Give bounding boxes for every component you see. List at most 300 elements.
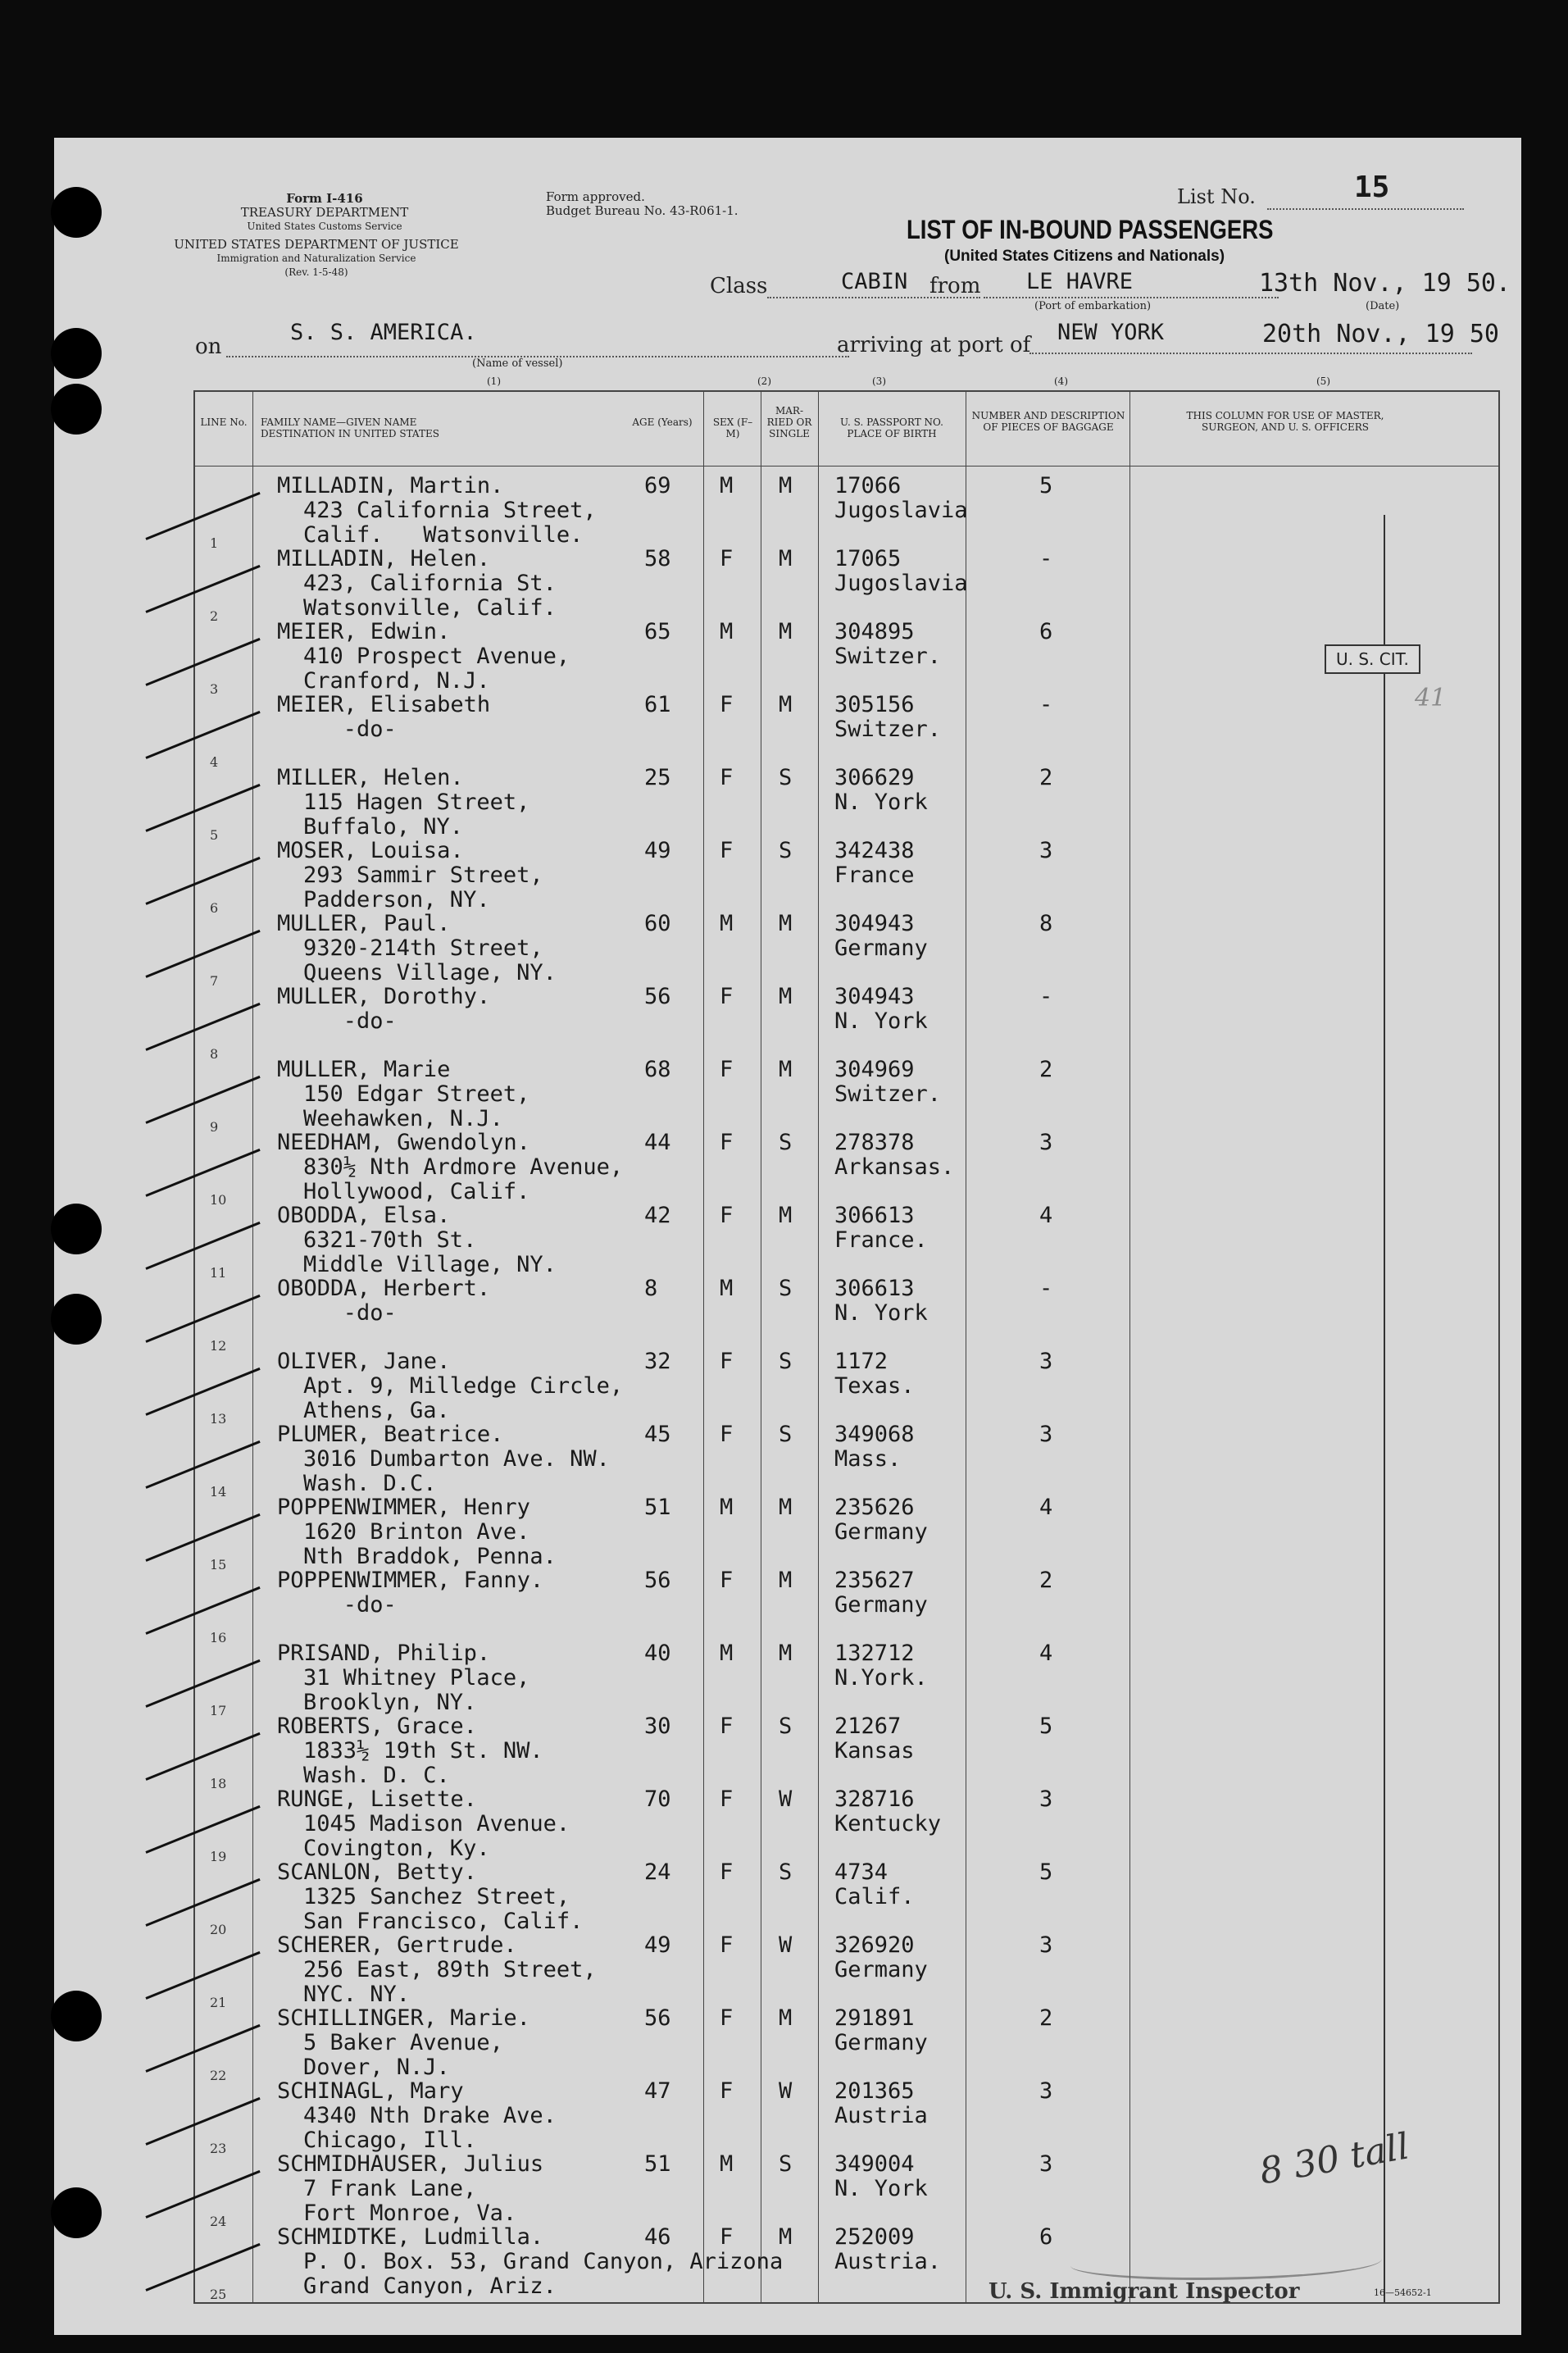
destination-line1: 3016 Dumbarton Ave. NW. bbox=[303, 1446, 610, 1472]
check-stroke bbox=[145, 1149, 260, 1197]
passport-number: 17066 bbox=[834, 473, 902, 498]
passenger-sex: F bbox=[720, 1859, 734, 1885]
passenger-name: SCHMIDTKE, Ludmilla. bbox=[277, 2224, 544, 2250]
page-title: LIST OF IN-BOUND PASSENGERS bbox=[907, 215, 1274, 244]
table-row bbox=[195, 1932, 1498, 2010]
destination-line2: Watsonville, Calif. bbox=[303, 595, 557, 621]
line-number: 22 bbox=[210, 2068, 227, 2083]
baggage-count: 3 bbox=[1039, 838, 1053, 863]
line-number: 20 bbox=[210, 1922, 227, 1937]
passport-number: 278378 bbox=[834, 1130, 915, 1155]
col-header-passport: U. S. PASSPORT NO. PLACE OF BIRTH bbox=[840, 416, 943, 439]
col-header-officers: THIS COLUMN FOR USE OF MASTER, SURGEON, AND U. S. OFFICERS bbox=[1186, 410, 1384, 433]
passenger-name: PLUMER, Beatrice. bbox=[277, 1422, 504, 1447]
passport-number: 306613 bbox=[834, 1276, 915, 1301]
passenger-sex: M bbox=[720, 1495, 734, 1520]
passport-number: 305156 bbox=[834, 692, 915, 717]
destination-line1: -do- bbox=[303, 1592, 397, 1618]
passenger-sex: F bbox=[720, 2078, 734, 2104]
passport-number: 326920 bbox=[834, 1932, 915, 1958]
passport-number: 235627 bbox=[834, 1568, 915, 1593]
place-of-birth: Mass. bbox=[834, 1446, 902, 1472]
table-row bbox=[195, 1057, 1498, 1135]
passenger-sex: F bbox=[720, 2005, 734, 2031]
place-of-birth: Switzer. bbox=[834, 644, 942, 669]
destination-line2: Cranford, N.J. bbox=[303, 668, 490, 694]
marital-status: S bbox=[779, 1130, 793, 1155]
passport-number: 304969 bbox=[834, 1057, 915, 1082]
passenger-name: SCHINAGL, Mary bbox=[277, 2078, 464, 2104]
passenger-sex: M bbox=[720, 1641, 734, 1666]
passenger-age: 8 bbox=[644, 1276, 658, 1301]
marital-status: M bbox=[779, 1568, 793, 1593]
col-header-married: MAR-RIED OR SINGLE bbox=[766, 405, 812, 439]
table-row bbox=[195, 1422, 1498, 1500]
line-number: 18 bbox=[210, 1776, 227, 1791]
table-row bbox=[195, 1276, 1498, 1354]
list-no-value: 15 bbox=[1354, 171, 1390, 204]
line-number: 10 bbox=[210, 1192, 227, 1208]
place-of-birth: France. bbox=[834, 1227, 928, 1253]
passenger-name: MULLER, Dorothy. bbox=[277, 984, 491, 1009]
manifest-page bbox=[54, 138, 1521, 2335]
passenger-age: 70 bbox=[644, 1786, 671, 1812]
us-citizen-stamp: U. S. CIT. bbox=[1325, 644, 1420, 674]
handwritten-count: 41 bbox=[1415, 684, 1447, 712]
table-row bbox=[195, 1714, 1498, 1791]
line-number: 24 bbox=[210, 2214, 227, 2229]
destination-line2: Nth Braddok, Penna. bbox=[303, 1544, 557, 1569]
passport-number: 304943 bbox=[834, 984, 915, 1009]
passenger-name: NEEDHAM, Gwendolyn. bbox=[277, 1130, 530, 1155]
passenger-age: 42 bbox=[644, 1203, 671, 1228]
place-of-birth: Germany bbox=[834, 1519, 928, 1545]
destination-line1: 1620 Brinton Ave. bbox=[303, 1519, 530, 1545]
passenger-age: 49 bbox=[644, 838, 671, 863]
table-row bbox=[195, 1641, 1498, 1718]
place-of-birth: Calif. bbox=[834, 1884, 915, 1909]
passport-number: 304943 bbox=[834, 911, 915, 936]
baggage-count: 2 bbox=[1039, 765, 1053, 790]
passenger-age: 68 bbox=[644, 1057, 671, 1082]
passport-number: 349068 bbox=[834, 1422, 915, 1447]
marital-status: M bbox=[779, 2224, 793, 2250]
baggage-count: 3 bbox=[1039, 1349, 1053, 1374]
destination-line1: 1325 Sanchez Street, bbox=[303, 1884, 570, 1909]
customs-service: United States Customs Service bbox=[247, 221, 402, 232]
check-stroke bbox=[145, 784, 260, 832]
from-label: from bbox=[929, 274, 981, 298]
table-row bbox=[195, 984, 1498, 1062]
place-of-birth: Germany bbox=[834, 2030, 928, 2055]
col-number: (2) bbox=[757, 375, 771, 387]
form-approval bbox=[546, 190, 792, 218]
passport-number: 306629 bbox=[834, 765, 915, 790]
passenger-age: 60 bbox=[644, 911, 671, 936]
line-number: 19 bbox=[210, 1849, 227, 1864]
line-number: 5 bbox=[210, 827, 219, 843]
line-number: 2 bbox=[210, 608, 219, 624]
passenger-name: MULLER, Paul. bbox=[277, 911, 451, 936]
vessel-caption: (Name of vessel) bbox=[472, 357, 563, 370]
baggage-count: 3 bbox=[1039, 2078, 1053, 2104]
destination-line2: Queens Village, NY. bbox=[303, 960, 557, 985]
col-header-name: FAMILY NAME—GIVEN NAME DESTINATION IN UNITED STATES bbox=[261, 416, 439, 439]
line-number: 11 bbox=[210, 1265, 227, 1281]
header-divider bbox=[195, 466, 1498, 467]
check-stroke bbox=[145, 1222, 260, 1270]
passenger-name: MEIER, Edwin. bbox=[277, 619, 451, 644]
destination-line1: 1045 Madison Avenue. bbox=[303, 1811, 570, 1836]
place-of-birth: N. York bbox=[834, 1300, 928, 1326]
baggage-count: 4 bbox=[1039, 1641, 1053, 1666]
marital-status: M bbox=[779, 473, 793, 498]
passport-number: 21267 bbox=[834, 1714, 902, 1739]
passport-number: 349004 bbox=[834, 2151, 915, 2177]
destination-line1: 423, California St. bbox=[303, 571, 557, 596]
passenger-age: 44 bbox=[644, 1130, 671, 1155]
inspector-label: U. S. Immigrant Inspector bbox=[989, 2279, 1300, 2304]
arrival-port: NEW YORK bbox=[1057, 320, 1165, 345]
passenger-table bbox=[193, 390, 1500, 2304]
passenger-sex: F bbox=[720, 1786, 734, 1812]
line-number: 6 bbox=[210, 900, 219, 916]
passenger-age: 51 bbox=[644, 2151, 671, 2177]
passenger-sex: F bbox=[720, 1130, 734, 1155]
check-stroke bbox=[145, 1732, 260, 1781]
check-stroke bbox=[145, 2097, 260, 2146]
line-number: 12 bbox=[210, 1338, 227, 1354]
binder-hole bbox=[51, 2187, 102, 2238]
passenger-age: 56 bbox=[644, 2005, 671, 2031]
passenger-age: 30 bbox=[644, 1714, 671, 1739]
passport-number: 4734 bbox=[834, 1859, 889, 1885]
passenger-age: 56 bbox=[644, 1568, 671, 1593]
col-number: (3) bbox=[872, 375, 886, 387]
passenger-sex: M bbox=[720, 1276, 734, 1301]
destination-line1: P. O. Box. 53, Grand Canyon, Arizona bbox=[303, 2249, 784, 2274]
place-of-birth: Austria. bbox=[834, 2249, 942, 2274]
passenger-age: 61 bbox=[644, 692, 671, 717]
table-row bbox=[195, 692, 1498, 770]
on-label: on bbox=[195, 335, 222, 359]
destination-line2: Fort Monroe, Va. bbox=[303, 2201, 517, 2226]
baggage-count: 2 bbox=[1039, 1057, 1053, 1082]
destination-line1: Apt. 9, Milledge Circle, bbox=[303, 1373, 624, 1399]
passport-number: 17065 bbox=[834, 546, 902, 571]
line-number: 4 bbox=[210, 754, 219, 770]
passport-number: 306613 bbox=[834, 1203, 915, 1228]
col-number: (4) bbox=[1054, 375, 1068, 387]
passenger-sex: F bbox=[720, 1349, 734, 1374]
port-embark: LE HAVRE bbox=[1026, 269, 1134, 294]
passenger-sex: F bbox=[720, 1422, 734, 1447]
table-row bbox=[195, 1495, 1498, 1572]
passenger-sex: F bbox=[720, 1932, 734, 1958]
marital-status: S bbox=[779, 765, 793, 790]
table-row bbox=[195, 473, 1498, 551]
passenger-age: 56 bbox=[644, 984, 671, 1009]
marital-status: S bbox=[779, 1349, 793, 1374]
passenger-name: OBODDA, Elsa. bbox=[277, 1203, 451, 1228]
place-of-birth: Texas. bbox=[834, 1373, 915, 1399]
destination-line1: 4340 Nth Drake Ave. bbox=[303, 2103, 557, 2128]
page-subtitle: (United States Citizens and Nationals) bbox=[944, 248, 1225, 265]
line-number: 15 bbox=[210, 1557, 227, 1572]
destination-line2: Hollywood, Calif. bbox=[303, 1179, 530, 1204]
passenger-sex: F bbox=[720, 2224, 734, 2250]
passenger-age: 65 bbox=[644, 619, 671, 644]
check-stroke bbox=[145, 1659, 260, 1708]
passenger-name: ROBERTS, Grace. bbox=[277, 1714, 477, 1739]
passenger-age: 58 bbox=[644, 546, 671, 571]
table-row bbox=[195, 838, 1498, 916]
place-of-birth: Kentucky bbox=[834, 1811, 942, 1836]
marital-status: M bbox=[779, 2005, 793, 2031]
form-approved: Form approved. bbox=[546, 189, 645, 204]
table-row bbox=[195, 619, 1498, 697]
passenger-sex: F bbox=[720, 765, 734, 790]
passenger-age: 69 bbox=[644, 473, 671, 498]
place-of-birth: Arkansas. bbox=[834, 1154, 955, 1180]
check-stroke bbox=[145, 1076, 260, 1124]
destination-line1: -do- bbox=[303, 1300, 397, 1326]
date-caption: (Date) bbox=[1366, 300, 1400, 312]
marital-status: M bbox=[779, 1495, 793, 1520]
table-row bbox=[195, 1786, 1498, 1864]
check-stroke bbox=[145, 1003, 260, 1051]
place-of-birth: Austria bbox=[834, 2103, 928, 2128]
line-number: 23 bbox=[210, 2141, 227, 2156]
table-row bbox=[195, 911, 1498, 989]
baggage-count: - bbox=[1039, 984, 1053, 1009]
binder-hole bbox=[51, 384, 102, 435]
line-number: 13 bbox=[210, 1411, 227, 1427]
passenger-sex: F bbox=[720, 838, 734, 863]
check-stroke bbox=[145, 1513, 260, 1562]
destination-line1: 293 Sammir Street, bbox=[303, 862, 543, 888]
check-stroke bbox=[145, 1440, 260, 1489]
passenger-age: 32 bbox=[644, 1349, 671, 1374]
line-number: 21 bbox=[210, 1995, 227, 2010]
destination-line2: Grand Canyon, Ariz. bbox=[303, 2273, 557, 2299]
passenger-name: MOSER, Louisa. bbox=[277, 838, 464, 863]
passenger-name: MULLER, Marie bbox=[277, 1057, 451, 1082]
marital-status: W bbox=[779, 1932, 793, 1958]
check-stroke bbox=[145, 930, 260, 978]
destination-line1: 5 Baker Avenue, bbox=[303, 2030, 503, 2055]
marital-status: S bbox=[779, 1859, 793, 1885]
destination-line1: 150 Edgar Street, bbox=[303, 1081, 530, 1107]
form-number: Form I-416 bbox=[286, 191, 363, 206]
binder-hole bbox=[51, 187, 102, 238]
port-embark-line bbox=[984, 297, 1279, 298]
passenger-sex: F bbox=[720, 692, 734, 717]
destination-line2: Weehawken, N.J. bbox=[303, 1106, 503, 1131]
place-of-birth: N. York bbox=[834, 790, 928, 815]
baggage-count: 4 bbox=[1039, 1495, 1053, 1520]
marital-status: S bbox=[779, 1422, 793, 1447]
table-row bbox=[195, 765, 1498, 843]
destination-line1: 423 California Street, bbox=[303, 498, 597, 523]
departure-date: 13th Nov., 19 50. bbox=[1259, 269, 1511, 298]
marital-status: M bbox=[779, 1641, 793, 1666]
passport-number: 201365 bbox=[834, 2078, 915, 2104]
passenger-name: OBODDA, Herbert. bbox=[277, 1276, 491, 1301]
baggage-count: - bbox=[1039, 546, 1053, 571]
passport-number: 235626 bbox=[834, 1495, 915, 1520]
binder-hole bbox=[51, 1294, 102, 1345]
destination-line2: Padderson, NY. bbox=[303, 887, 490, 913]
check-stroke bbox=[145, 492, 260, 540]
passenger-age: 40 bbox=[644, 1641, 671, 1666]
passenger-name: POPPENWIMMER, Fanny. bbox=[277, 1568, 544, 1593]
budget-bureau: Budget Bureau No. 43-R061-1. bbox=[546, 203, 739, 218]
arrival-date: 20th Nov., 19 50 bbox=[1262, 320, 1499, 348]
passenger-age: 46 bbox=[644, 2224, 671, 2250]
check-stroke bbox=[145, 1951, 260, 2000]
check-stroke bbox=[145, 857, 260, 905]
destination-line1: 6321-70th St. bbox=[303, 1227, 477, 1253]
place-of-birth: Jugoslavia bbox=[834, 571, 968, 596]
line-number: 14 bbox=[210, 1484, 227, 1500]
passenger-sex: F bbox=[720, 1714, 734, 1739]
class-label: Class bbox=[710, 274, 768, 298]
destination-line2: Athens, Ga. bbox=[303, 1398, 450, 1423]
list-no-label: List No. bbox=[1177, 185, 1256, 208]
marital-status: M bbox=[779, 546, 793, 571]
destination-line1: -do- bbox=[303, 1008, 397, 1034]
col-header-baggage: NUMBER AND DESCRIPTION OF PIECES OF BAGGAGE bbox=[971, 410, 1125, 433]
passenger-age: 25 bbox=[644, 765, 671, 790]
check-stroke bbox=[145, 1586, 260, 1635]
passenger-age: 49 bbox=[644, 1932, 671, 1958]
passenger-age: 47 bbox=[644, 2078, 671, 2104]
check-stroke bbox=[145, 2170, 260, 2219]
arriving-label: arriving at port of bbox=[837, 333, 1031, 357]
passenger-sex: M bbox=[720, 2151, 734, 2177]
passenger-name: MILLADIN, Martin. bbox=[277, 473, 504, 498]
table-row bbox=[195, 1203, 1498, 1281]
baggage-count: 2 bbox=[1039, 1568, 1053, 1593]
destination-line2: San Francisco, Calif. bbox=[303, 1909, 584, 1934]
table-row bbox=[195, 546, 1498, 624]
destination-line1: 31 Whitney Place, bbox=[303, 1665, 530, 1691]
passenger-name: MILLER, Helen. bbox=[277, 765, 464, 790]
passenger-age: 45 bbox=[644, 1422, 671, 1447]
baggage-count: 3 bbox=[1039, 1422, 1053, 1447]
passenger-sex: F bbox=[720, 1057, 734, 1082]
justice-dept: UNITED STATES DEPARTMENT OF JUSTICE bbox=[174, 237, 459, 252]
passenger-name: SCHILLINGER, Marie. bbox=[277, 2005, 530, 2031]
marital-status: S bbox=[779, 838, 793, 863]
destination-line2: Middle Village, NY. bbox=[303, 1252, 557, 1277]
table-row bbox=[195, 2005, 1498, 2083]
passport-number: 342438 bbox=[834, 838, 915, 863]
place-of-birth: Germany bbox=[834, 1592, 928, 1618]
binder-hole bbox=[51, 1991, 102, 2041]
vessel-name: S. S. AMERICA. bbox=[290, 320, 477, 345]
line-number: 1 bbox=[210, 535, 219, 551]
passenger-sex: M bbox=[720, 911, 734, 936]
destination-line1: 256 East, 89th Street, bbox=[303, 1957, 597, 1982]
marital-status: S bbox=[779, 2151, 793, 2177]
destination-line1: 9320-214th Street, bbox=[303, 935, 543, 961]
passenger-sex: M bbox=[720, 473, 734, 498]
place-of-birth: Switzer. bbox=[834, 717, 942, 742]
baggage-count: - bbox=[1039, 692, 1053, 717]
destination-line2: Dover, N.J. bbox=[303, 2055, 450, 2080]
passenger-name: SCHERER, Gertrude. bbox=[277, 1932, 517, 1958]
passport-number: 291891 bbox=[834, 2005, 915, 2031]
baggage-count: - bbox=[1039, 1276, 1053, 1301]
treasury-dept: TREASURY DEPARTMENT bbox=[240, 205, 409, 220]
passport-number: 304895 bbox=[834, 619, 915, 644]
place-of-birth: Jugoslavia bbox=[834, 498, 968, 523]
passenger-sex: F bbox=[720, 984, 734, 1009]
baggage-count: 6 bbox=[1039, 2224, 1053, 2250]
place-of-birth: Switzer. bbox=[834, 1081, 942, 1107]
passenger-name: RUNGE, Lisette. bbox=[277, 1786, 477, 1812]
baggage-count: 2 bbox=[1039, 2005, 1053, 2031]
destination-line2: Calif. Watsonville. bbox=[303, 522, 584, 548]
passenger-name: PRISAND, Philip. bbox=[277, 1641, 491, 1666]
baggage-count: 6 bbox=[1039, 619, 1053, 644]
place-of-birth: Germany bbox=[834, 1957, 928, 1982]
passenger-name: MILLADIN, Helen. bbox=[277, 546, 491, 571]
passenger-age: 24 bbox=[644, 1859, 671, 1885]
place-of-birth: France bbox=[834, 862, 915, 888]
table-row bbox=[195, 1568, 1498, 1645]
line-number: 16 bbox=[210, 1630, 227, 1645]
handwritten-total: 8 30 tall bbox=[1256, 2125, 1413, 2193]
destination-line1: 7 Frank Lane, bbox=[303, 2176, 477, 2201]
baggage-count: 3 bbox=[1039, 1786, 1053, 1812]
place-of-birth: Germany bbox=[834, 935, 928, 961]
place-of-birth: Kansas bbox=[834, 1738, 915, 1764]
marital-status: M bbox=[779, 619, 793, 644]
col-number: (1) bbox=[487, 375, 501, 387]
marital-status: M bbox=[779, 911, 793, 936]
baggage-count: 3 bbox=[1039, 1130, 1053, 1155]
check-stroke bbox=[145, 1295, 260, 1343]
passport-number: 132712 bbox=[834, 1641, 915, 1666]
table-row bbox=[195, 2078, 1498, 2156]
port-embark-caption: (Port of embarkation) bbox=[1034, 300, 1152, 312]
destination-line2: Wash. D.C. bbox=[303, 1471, 437, 1496]
check-stroke bbox=[145, 2243, 260, 2292]
destination-line1: 1833½ 19th St. NW. bbox=[303, 1738, 543, 1764]
form-revision: (Rev. 1-5-48) bbox=[284, 266, 348, 278]
line-number: 17 bbox=[210, 1703, 227, 1718]
col-header-sex: SEX (F–M) bbox=[712, 416, 753, 439]
line-number: 25 bbox=[210, 2287, 227, 2302]
check-stroke bbox=[145, 1368, 260, 1416]
destination-line2: Chicago, Ill. bbox=[303, 2128, 477, 2153]
marital-status: M bbox=[779, 1057, 793, 1082]
destination-line1: -do- bbox=[303, 717, 397, 742]
binder-hole bbox=[51, 328, 102, 379]
check-stroke bbox=[145, 711, 260, 759]
table-row bbox=[195, 1349, 1498, 1427]
baggage-count: 3 bbox=[1039, 1932, 1053, 1958]
baggage-count: 5 bbox=[1039, 1714, 1053, 1739]
marital-status: M bbox=[779, 984, 793, 1009]
marital-status: W bbox=[779, 2078, 793, 2104]
col-header-line: LINE No. bbox=[200, 416, 248, 428]
passenger-name: SCANLON, Betty. bbox=[277, 1859, 477, 1885]
check-stroke bbox=[145, 1878, 260, 1927]
